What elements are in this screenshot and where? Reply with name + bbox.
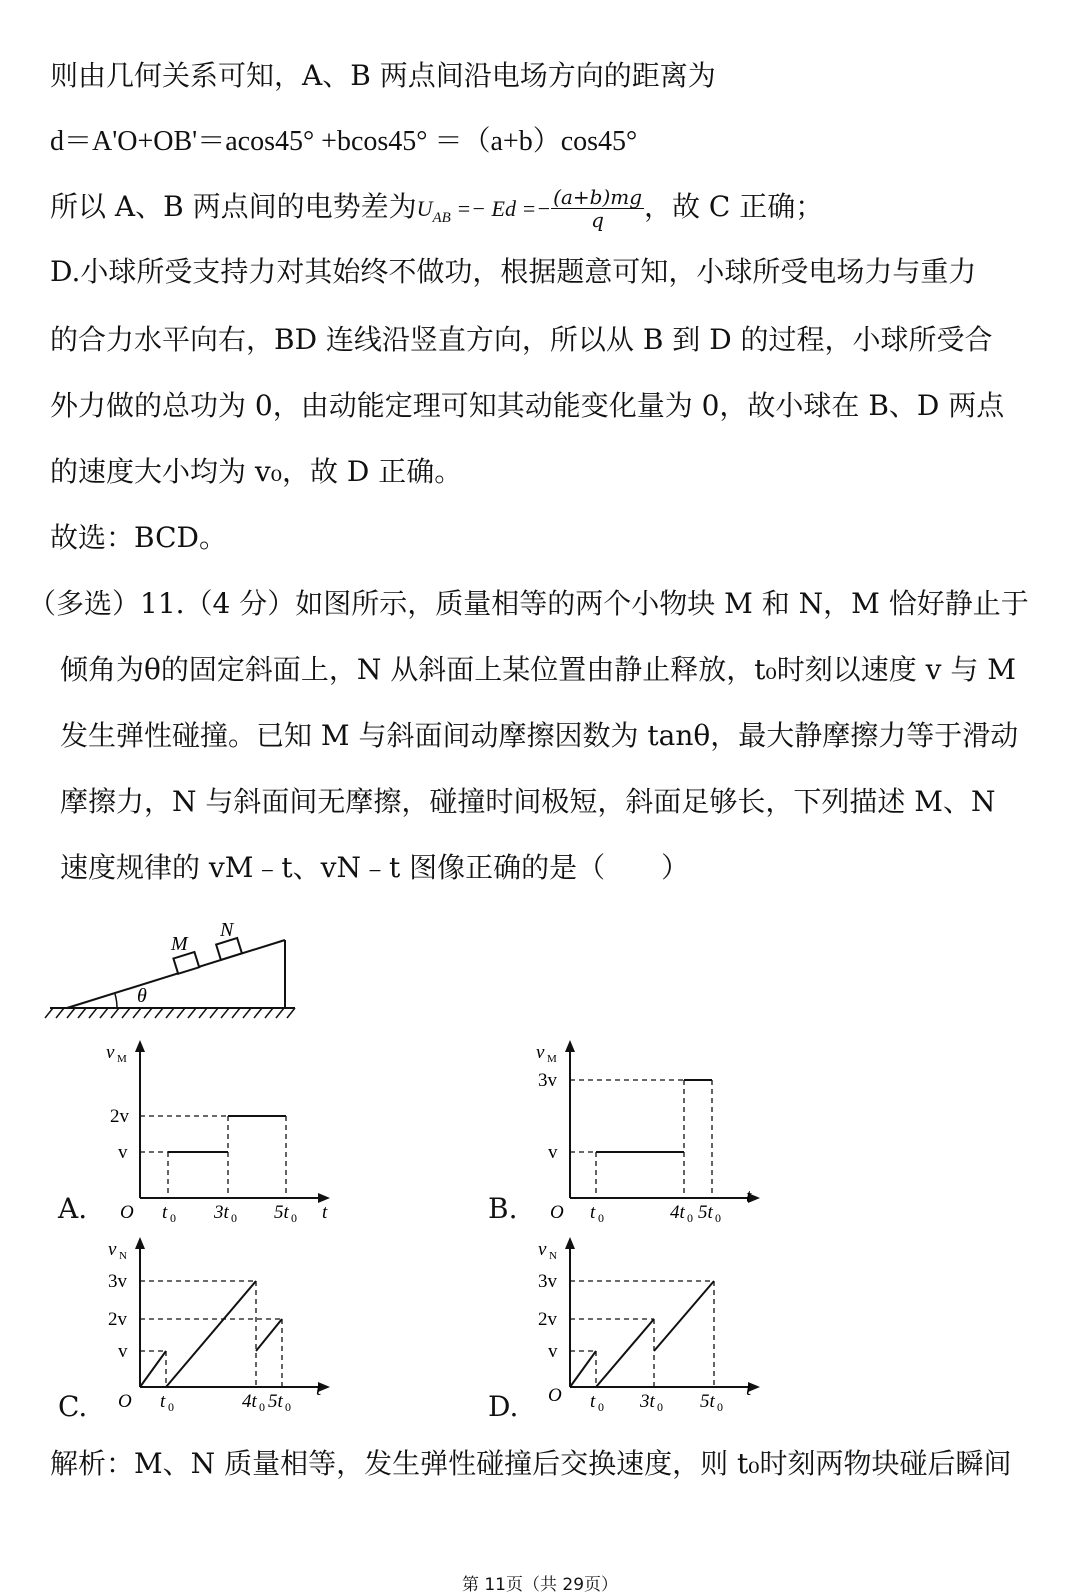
- analysis-line: 解析：M、N 质量相等，发生弹性碰撞后交换速度，则 t₀时刻两物块碰后瞬间: [50, 1447, 1012, 1480]
- line-4: D.小球所受支持力对其始终不做功，根据题意可知，小球所受电场力与重力: [50, 255, 977, 288]
- hatch-mark: [133, 1008, 141, 1018]
- hatch-mark: [122, 1008, 130, 1018]
- graph-line-segment: [654, 1281, 714, 1351]
- x-tick-sub: 0: [687, 1211, 693, 1225]
- x-tick-t0: t: [590, 1202, 596, 1223]
- x-axis-label: t: [746, 1379, 752, 1400]
- y-tick-v: v: [548, 1142, 558, 1163]
- y-tick-v: v: [548, 1341, 558, 1362]
- x-tick-sub: 0: [259, 1400, 265, 1414]
- y-tick-v: v: [118, 1341, 128, 1362]
- x-tick-3t0: 3t: [640, 1391, 655, 1412]
- graph-d: [530, 1235, 770, 1425]
- hatch-mark: [177, 1008, 185, 1018]
- hatch-mark: [67, 1008, 75, 1018]
- x-tick-sub: 0: [717, 1400, 723, 1414]
- x-tick-5t0: 5t: [268, 1391, 283, 1412]
- incline-diagram: [45, 910, 305, 1020]
- hatch-mark: [243, 1008, 251, 1018]
- fraction-numerator: (a+b)mg: [553, 185, 643, 209]
- x-tick-sub: 0: [598, 1211, 604, 1225]
- formula-middle: =− Ed =−: [450, 196, 552, 221]
- x-tick-sub: 0: [291, 1211, 297, 1225]
- x-tick-5t0: 5t: [698, 1202, 713, 1223]
- hatch-mark: [199, 1008, 207, 1018]
- hatch-mark: [210, 1008, 218, 1018]
- origin-label: O: [120, 1202, 134, 1223]
- x-tick-4t0: 4t: [670, 1202, 685, 1223]
- y-tick-2v: 2v: [108, 1309, 127, 1330]
- hatch-mark: [287, 1008, 295, 1018]
- ground-hatch: [45, 1008, 295, 1018]
- x-tick-t0: t: [162, 1202, 168, 1223]
- line-1: 则由几何关系可知，A、B 两点间沿电场方向的距离为: [50, 59, 716, 92]
- hatch-mark: [56, 1008, 64, 1018]
- hatch-mark: [111, 1008, 119, 1018]
- block-m-label: M: [171, 933, 188, 955]
- hatch-mark: [221, 1008, 229, 1018]
- y-tick-3v: 3v: [538, 1070, 557, 1091]
- x-tick-t0: t: [160, 1391, 166, 1412]
- line-6: 外力做的总功为 0，由动能定理可知其动能变化量为 0，故小球在 B、D 两点: [50, 389, 1005, 422]
- x-tick-5t0: 5t: [700, 1391, 715, 1412]
- x-tick-5t0: 5t: [274, 1202, 289, 1223]
- line-3-prefix: 所以 A、B 两点间的电势差为: [50, 190, 417, 223]
- y-axis-label: v: [538, 1239, 547, 1260]
- potential-symbol: U: [416, 196, 433, 221]
- option-a-label: A.: [58, 1192, 88, 1225]
- question-line-5: 速度规律的 vM﹣t、vN﹣t 图像正确的是（ ）: [60, 851, 690, 884]
- y-tick-3v: 3v: [108, 1271, 127, 1292]
- block-n: [216, 938, 242, 960]
- y-tick-v: v: [118, 1142, 128, 1163]
- y-axis-label-sub: M: [117, 1053, 127, 1065]
- option-b-label: B.: [488, 1192, 518, 1225]
- question-line-1: （多选）11.（4 分）如图所示，质量相等的两个小物块 M 和 N，M 恰好静止于: [28, 587, 1029, 620]
- x-tick-4t0: 4t: [242, 1391, 257, 1412]
- x-axis-label: t: [746, 1186, 752, 1207]
- y-arrow: [135, 1237, 145, 1249]
- hatch-mark: [45, 1008, 53, 1018]
- y-axis-label-sub: N: [549, 1250, 557, 1262]
- x-tick-3t0: 3t: [214, 1202, 229, 1223]
- angle-label: θ: [137, 985, 147, 1007]
- x-tick-sub: 0: [715, 1211, 721, 1225]
- hatch-mark: [100, 1008, 108, 1018]
- graph-line-segment: [166, 1281, 256, 1387]
- question-line-4: 摩擦力，N 与斜面间无摩擦，碰撞时间极短，斜面足够长，下列描述 M、N: [60, 785, 996, 818]
- option-c-label: C.: [58, 1390, 88, 1423]
- y-axis-label: v: [536, 1042, 545, 1063]
- hatch-mark: [188, 1008, 196, 1018]
- potential-subscript: AB: [432, 210, 451, 226]
- x-axis-label: t: [322, 1202, 328, 1223]
- question-line-3: 发生弹性碰撞。已知 M 与斜面间动摩擦因数为 tanθ，最大静摩擦力等于滑动: [60, 719, 1019, 752]
- fraction: [551, 186, 644, 231]
- angle-arc: [115, 994, 117, 1008]
- page-footer: 第 11页（共 29页）: [461, 1575, 619, 1595]
- y-tick-2v: 2v: [538, 1309, 557, 1330]
- graph-line-segment: [140, 1351, 166, 1387]
- y-arrow: [565, 1040, 575, 1052]
- hatch-mark: [166, 1008, 174, 1018]
- graph-c: [100, 1235, 340, 1425]
- graph-line-segment: [596, 1319, 654, 1387]
- hatch-mark: [265, 1008, 273, 1018]
- hatch-mark: [254, 1008, 262, 1018]
- hatch-mark: [232, 1008, 240, 1018]
- origin-label: O: [118, 1391, 132, 1412]
- y-tick-2v: 2v: [110, 1106, 129, 1127]
- hatch-mark: [89, 1008, 97, 1018]
- graph-b: [530, 1038, 770, 1228]
- graph-line-segment: [256, 1319, 282, 1351]
- x-tick-sub: 0: [657, 1400, 663, 1414]
- x-tick-sub: 0: [285, 1400, 291, 1414]
- y-axis-label: v: [108, 1239, 117, 1260]
- x-tick-sub: 0: [170, 1211, 176, 1225]
- line-8: 故选：BCD。: [50, 521, 227, 554]
- y-arrow: [135, 1040, 145, 1052]
- hatch-mark: [276, 1008, 284, 1018]
- y-tick-3v: 3v: [538, 1271, 557, 1292]
- graph-line-segment: [570, 1351, 596, 1387]
- x-tick-t0: t: [590, 1391, 596, 1412]
- y-arrow: [565, 1237, 575, 1249]
- hatch-mark: [144, 1008, 152, 1018]
- question-line-2: 倾角为θ的固定斜面上，N 从斜面上某位置由静止释放，t₀时刻以速度 v 与 M: [60, 653, 1016, 686]
- x-tick-sub: 0: [598, 1400, 604, 1414]
- graph-a: [100, 1038, 340, 1228]
- x-axis-label: t: [316, 1379, 322, 1400]
- y-axis-label-sub: M: [547, 1053, 557, 1065]
- option-d-label: D.: [488, 1390, 519, 1423]
- block-n-label: N: [220, 919, 234, 941]
- hatch-mark: [155, 1008, 163, 1018]
- line-3: [50, 186, 823, 231]
- fraction-denominator: q: [591, 208, 604, 232]
- origin-label: O: [548, 1385, 562, 1406]
- line-5: 的合力水平向右，BD 连线沿竖直方向，所以从 B 到 D 的过程，小球所受合: [50, 323, 993, 356]
- line-2-formula: d＝A'O+OB'＝acos45° +bcos45° ＝（a+b）cos45°: [50, 126, 638, 157]
- block-m: [173, 952, 199, 974]
- x-tick-sub: 0: [168, 1400, 174, 1414]
- line-7: 的速度大小均为 v₀，故 D 正确。: [50, 455, 463, 488]
- x-tick-sub: 0: [231, 1211, 237, 1225]
- line-3-suffix: ，故 C 正确；: [644, 190, 824, 223]
- y-axis-label: v: [106, 1042, 115, 1063]
- hatch-mark: [78, 1008, 86, 1018]
- y-axis-label-sub: N: [119, 1250, 127, 1262]
- origin-label: O: [550, 1202, 564, 1223]
